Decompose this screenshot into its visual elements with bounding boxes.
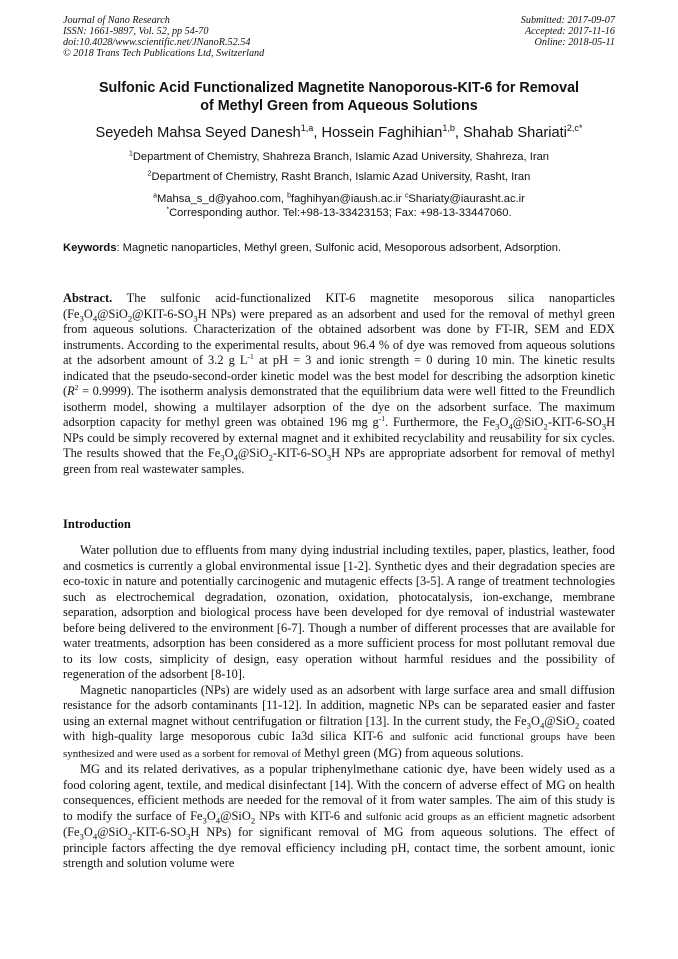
affiliation-2: [30, 171, 648, 184]
abstract: Abstract. The sulfonic acid-functionalized KIT-6 magnetite mesoporous silica nanoparticles ($Fe_3O_4@SiO_2@KIT-6-SO_3H$ NPs) were prepared as an adsorbent and used for the removal of methyl green from aqueous solutions. Characterization of the obtained adsorbent was done by FT-IR, SEM and EDX instruments. According to the experimental results, about 96.4 % of dye was removed from aqueous solutions at the adsorbent amount of 3.2 g $L^{-1}$ at pH = 3 and ionic strength = 0 during 10 min. The kinetic results indicated that the pseudo-second-order kinetic model was the best model for describing the adsorption kinetic $(R^2 = 0.9999)$. The isotherm analysis demonstrated that the equilibrium data were well fitted to the Freundlich isotherm model, showing a multilayer adsorption of the dye on the adsorbent surface. The maximum adsorption capacity for methyl green was obtained 196 mg $g^{-1}$. Furthermore, the $Fe_3O_4@SiO_2-KIT-6-SO_3H$ NPs could be simply recovered by external magnet and it exhibited recyclability and reusability for six cycles. The results showed that the $Fe_3O_4@SiO_2-KIT-6-SO_3H$ NPs are appropriate adsorbent for removal of methyl green from real wastewater samples.: [63, 291, 616, 476]
online-date: Online: 2018-05-11: [534, 37, 615, 48]
affiliation-superscript: 2: [147, 170, 152, 178]
email-c: Shariaty@iaurasht.ac.ir: [408, 193, 525, 205]
journal-doi: doi:10.4028/www.scientific.net/JNanoR.52.54: [63, 37, 251, 48]
author-name: Shahab Shariati: [463, 125, 567, 141]
introduction-heading: Introduction: [63, 517, 131, 531]
keywords-label: Keywords: [63, 242, 117, 254]
submitted-date: Submitted: 2017-09-07: [520, 15, 615, 26]
accepted-date: Accepted: 2017-11-16: [524, 26, 615, 37]
title-line-2: of Methyl Green from Aqueous Solutions: [200, 97, 478, 114]
corresponding-superscript: *: [166, 206, 170, 214]
journal-issn: ISSN: 1661-9897, Vol. 52, pp 54-70: [63, 26, 209, 37]
author-emails: [30, 193, 648, 206]
author-name: Hossein Faghihian: [321, 125, 443, 141]
affiliation-1: [30, 151, 648, 164]
intro-paragraph-2: Magnetic nanoparticles (NPs) are widely used as an adsorbent with large surface area and small diffusion resistance for the adsorb contaminants [11-12]. In addition, magnetic NPs can be separated easier and faster using an external magnet without centrifugation or filtration [13]. In the current study, the $Fe_3O_4@SiO_2$ coated with high-quality large mesoporous cubic Ia3d silica KIT-6 and sulfonic acid functional groups have been synthesized and were used as a sorbent for removal of Methyl green (MG) from aqueous solutions.: [63, 682, 615, 760]
author-name: Seyedeh Mahsa Seyed Danesh: [95, 125, 301, 141]
abstract-label: Abstract.: [63, 291, 113, 305]
paper-title: [40, 80, 638, 115]
email-superscript: a: [153, 192, 157, 200]
email-a: Mahsa_s_d@yahoo.com,: [156, 193, 284, 205]
intro-paragraph-3: MG and its related derivatives, as a popular triphenylmethane cationic dye, have been widely used as a food coloring agent, textile, and medical disinfectant [14]. With the concern of adverse effect of MG on health consequences, efficient methods are needed for the removal of it from water samples. The aim of this study is to modify the surface of $Fe_3O_4@SiO_2$ NPs with KIT-6 and sulfonic acid groups as an efficient magnetic adsorbent ($Fe_3O_4@SiO_2-KIT-6-SO_3H$ NPs) for significant removal of MG from aqueous solutions. The effect of principle factors affecting the dye removal efficiency including pH, contact time, the sorbent amount, ionic strength and solution volume were: [63, 762, 615, 870]
journal-copyright: © 2018 Trans Tech Publications Ltd, Switzerland: [63, 48, 265, 59]
keywords-text: : Magnetic nanoparticles, Methyl green, Sulfonic acid, Mesoporous adsorbent, Adsorption.: [116, 242, 562, 254]
author-superscript: 2,c*: [566, 123, 583, 134]
email-superscript: c: [404, 192, 409, 200]
keywords: [63, 241, 615, 256]
affiliation-superscript: 1: [128, 150, 133, 158]
email-superscript: b: [287, 192, 291, 200]
introduction-body: [63, 543, 615, 872]
affiliation-text: Department of Chemistry, Shahreza Branch, Islamic Azad University, Shahreza, Iran: [132, 151, 550, 163]
journal-header-left: [63, 15, 264, 59]
corresponding-author: [30, 207, 648, 220]
author-list: Seyedeh Mahsa Seyed Danesh$^{1,a}$, Hossein Faghihian$^{1,b}$, Shahab Shariati$^{2,c*}$: [95, 123, 583, 141]
intro-paragraph-1: Water pollution due to effluents from many dying industrial including textiles, paper, plastics, leather, food and cosmetics is currently a global environmental issue [1-2]. Synthetic dyes and their degradation species are eco-toxic in nature and potentially carcinogenic and mutagenic effects [3-5]. A range of treatment technologies such as electrochemical degradation, ozonation, oxidation, photocatalysis, ion-exchange, membrane separation, adsorption and biological process have been developed for dye removal of industrial wastewater before being delivered to the environment [6-7]. Though a number of different processes that are available for water treatments, adsorption has been considered as a more sufficient process for most pollutant removal due to its low costs, simplicity of design, easy operation without harmful residues and the possibility of regeneration of the adsorbent [8-10].: [63, 543, 615, 681]
title-line-1: Sulfonic Acid Functionalized Magnetite Nanoporous-KIT-6 for Removal: [98, 80, 580, 96]
corresponding-text: Corresponding author. Tel:+98-13-33423153; Fax: +98-13-33447060.: [169, 207, 512, 219]
journal-name: Journal of Nano Research: [63, 15, 170, 26]
author-superscript: 1,a: [300, 123, 314, 134]
email-b: faghihyan@iaush.ac.ir: [290, 193, 402, 205]
author-superscript: 1,b: [442, 123, 455, 134]
journal-header-right: [521, 15, 615, 48]
affiliation-text: Department of Chemistry, Rasht Branch, Islamic Azad University, Rasht, Iran: [151, 171, 531, 183]
